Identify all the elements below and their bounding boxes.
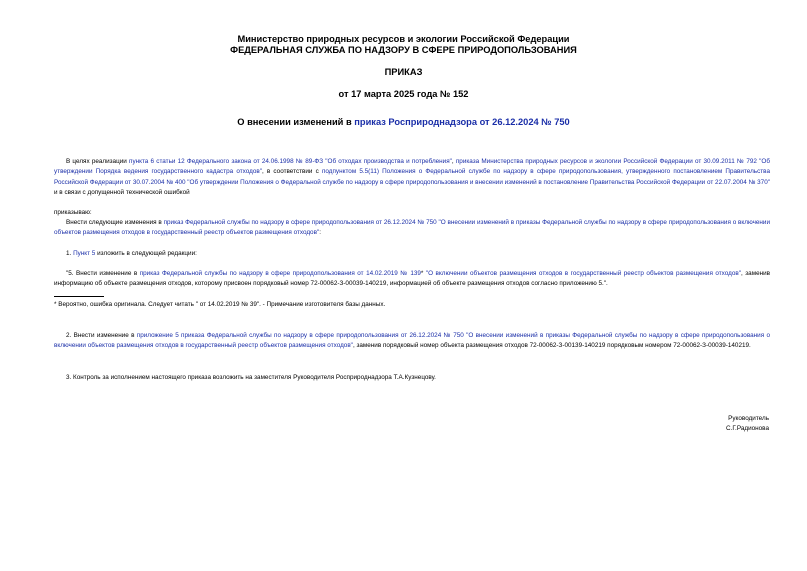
item1-number: 1. <box>66 250 74 257</box>
preamble-link-regulation[interactable]: подпунктом 5.5(11) Положения о Федеральной службе по надзору в сфере природопользования, утвержденного постановлением Правительства Российской Федерации от 30.07.2004 № 400 "Об утверждении Положения о Федеральной службе по надзору в сфере природопользования и внесении изменений в постановление Правительства Российской Федерации от 22.07.2004 № 370" <box>54 168 771 186</box>
item2-text-2: , заменив порядковый номер объекта размещения отходов 72-00062-З-00139-140219 порядковым номером 72-00062-З-00039-140219. <box>352 342 751 350</box>
item2-text-1: 2. Внести изменение в <box>66 332 137 339</box>
preamble-text-3: , в соответствии с <box>261 168 322 176</box>
order-word: приказываю: <box>54 209 92 216</box>
ministry-name: Министерство природных ресурсов и экологии Российской Федерации <box>237 34 570 44</box>
quote-link-order-139[interactable]: приказ Федеральной службы по надзору в сфере природопользования от 14.02.2019 № 139 <box>139 270 421 277</box>
signature-position: Руководитель <box>728 415 769 422</box>
item-3: 3. Контроль за исполнением настоящего приказа возложить на заместителя Руководителя Росприроднадзора Т.А.Кузнецову. <box>66 374 436 381</box>
intro-paragraph <box>54 218 770 239</box>
intro-text-2: : <box>319 229 321 237</box>
preamble-link-law[interactable]: пункта 6 статьи 12 Федерального закона от 24.06.1998 № 89-ФЗ "Об отходах производства и потребления" <box>129 158 452 165</box>
item1-text: изложить в следующей редакции: <box>95 250 197 257</box>
quote-text-2: * <box>420 270 426 277</box>
doc-date-number: от 17 марта 2025 года № 152 <box>338 89 469 99</box>
footnote-divider <box>54 296 104 297</box>
item-2-paragraph <box>54 331 770 352</box>
item2-link-appendix5[interactable]: приложение 5 приказа Федеральной службы по надзору в сфере природопользования от 26.12.2024 № 750 "О внесении изменений в приказы Федеральной службы по надзору в сфере природопользования о включении объектов размещения отходов в государственный реестр объектов размещения отходов" <box>54 332 770 350</box>
doc-type: ПРИКАЗ <box>384 67 423 77</box>
quote-text-1: "5. Внести изменение в <box>66 270 140 277</box>
quote-text-3: , заменив информацию об объекте размещения отходов, которому присвоен порядковый номер 72-00062-З-00039-140219, информацией об объекте размещения отходов согласно приложению 5.". <box>54 270 771 288</box>
preamble-link-ministry-order[interactable]: приказа Министерства природных ресурсов и экологии Российской Федерации от 30.09.2011 № 792 "Об утверждении Порядка ведения государственного кадастра отходов" <box>54 158 770 176</box>
title-prefix: О внесении изменений в <box>237 117 355 127</box>
preamble-text-2: , <box>451 158 456 165</box>
service-name: ФЕДЕРАЛЬНАЯ СЛУЖБА ПО НАДЗОРУ В СФЕРЕ ПРИРОДОПОЛЬЗОВАНИЯ <box>230 45 577 55</box>
intro-text-1: Внести следующие изменения в <box>66 219 164 226</box>
footnote: * Вероятно, ошибка оригинала. Следует читать " от 14.02.2019 № 39". - Примечание изготовителя базы данных. <box>54 301 386 308</box>
title-link[interactable]: приказ Росприроднадзора от 26.12.2024 № 750 <box>354 117 570 127</box>
preamble-paragraph <box>54 157 770 198</box>
quote-link-title[interactable]: "О включении объектов размещения отходов в государственный реестр объектов размещения отходов" <box>425 270 742 277</box>
preamble-text-4: и в связи с допущенной технической ошибкой <box>54 188 190 196</box>
item-1 <box>66 249 197 259</box>
item1-link-point5[interactable]: Пункт 5 <box>73 250 96 257</box>
preamble-text-1: В целях реализации <box>66 158 130 165</box>
quote-paragraph <box>54 269 770 290</box>
signature-name: С.Г.Радионова <box>726 425 769 432</box>
doc-title <box>0 117 807 128</box>
intro-link-order-750[interactable]: приказ Федеральной службы по надзору в сфере природопользования от 26.12.2024 № 750 "О внесении изменений в приказы Федеральной службы по надзору в сфере природопользования о включении объектов размещения отходов в государственный реестр объектов размещения отходов" <box>54 219 771 237</box>
